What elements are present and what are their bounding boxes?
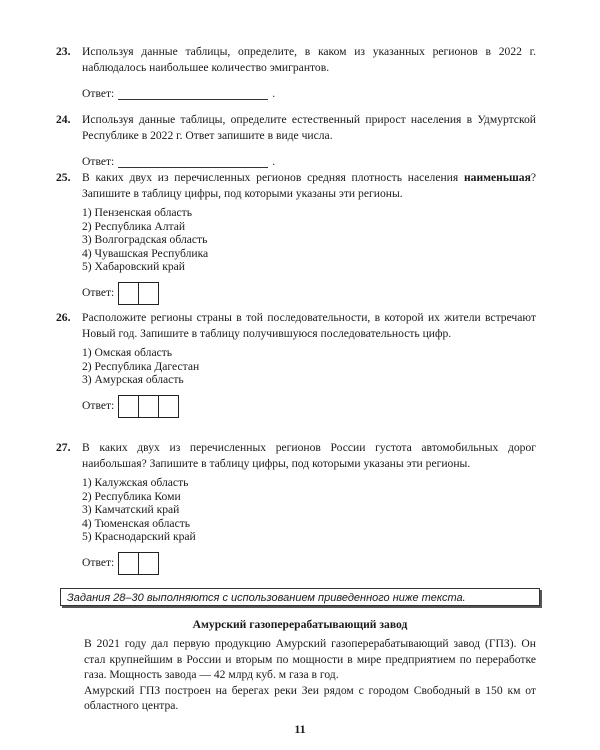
task-text: В каких двух из перечисленных регионов России густота автомобильных дорог наибольшая? Запишите в таблицу цифры, под которыми указаны эти регионы. <box>82 441 536 470</box>
answer-label: Ответ: <box>82 155 115 168</box>
answer-label: Ответ: <box>82 286 115 299</box>
answer-cells <box>118 552 159 575</box>
answer-period: . <box>272 155 276 168</box>
task-number: 27. <box>56 441 71 454</box>
task-number: 24. <box>56 113 71 126</box>
task-text: Расположите регионы страны в той последовательности, в которой их жители встречают Новый год. Запишите в таблицу получившуюся последовательность цифр. <box>82 311 536 340</box>
answer-cell[interactable] <box>138 552 159 575</box>
answer-blank-field[interactable] <box>118 87 268 100</box>
instructions-banner: Задания 28–30 выполняются с использованием приведенного ниже текста. <box>60 588 540 606</box>
option-item: 1) Омская область <box>82 346 173 359</box>
answer-row <box>82 86 536 102</box>
answer-cell[interactable] <box>118 282 139 305</box>
answer-label: Ответ: <box>82 399 115 412</box>
passage-paragraph: В 2021 году дал первую продукцию Амурский газоперерабатывающий завод (ГПЗ). Он стал крупнейшим в России и вторым по мощности в мире предприятием по переработке газа. Мощность завода — 42 млрд куб. м газа в год. <box>84 637 536 681</box>
task-text-part: ? Запишите в таблицу цифры, под которыми указаны эти регионы. <box>82 171 536 200</box>
answer-blank-field[interactable] <box>118 155 268 168</box>
task-text: Используя данные таблицы, определите, в каком из указанных регионов в 2022 г. наблюдалось наибольшее количество эмигрантов. <box>82 45 536 74</box>
answer-cell[interactable] <box>118 552 139 575</box>
option-item: 1) Пензенская область <box>82 206 193 219</box>
answer-row <box>82 282 536 305</box>
option-item: 1) Калужская область <box>82 476 189 489</box>
answer-row <box>82 552 536 575</box>
task-27 <box>56 440 536 575</box>
answer-cell[interactable] <box>138 282 159 305</box>
answer-cell[interactable] <box>158 395 179 418</box>
options-list <box>82 346 536 387</box>
task-24 <box>56 112 536 170</box>
answer-row <box>82 395 536 418</box>
option-item: 4) Чувашская Республика <box>82 246 209 260</box>
option-item: 4) Тюменская область <box>82 516 191 530</box>
task-number: 23. <box>56 45 71 58</box>
option-item: 2) Республика Коми <box>82 489 181 503</box>
task-number: 25. <box>56 171 71 184</box>
option-item: 2) Республика Дагестан <box>82 359 200 373</box>
task-text: Используя данные таблицы, определите естественный прирост населения в Удмуртской Республике в 2022 г. Ответ запишите в виде числа. <box>82 113 536 142</box>
task-number: 26. <box>56 311 71 324</box>
answer-cells <box>118 395 179 418</box>
answer-label: Ответ: <box>82 556 115 569</box>
page-number: 11 <box>294 722 306 736</box>
task-text-part: В каких двух из перечисленных регионов средняя плотность населения <box>82 171 459 184</box>
section-title: Амурский газоперерабатывающий завод <box>192 618 408 631</box>
task-text <box>82 170 536 202</box>
option-item: 2) Республика Алтай <box>82 219 186 233</box>
option-item: 3) Амурская область <box>82 373 184 386</box>
option-item: 5) Краснодарский край <box>82 530 196 543</box>
task-25 <box>56 170 536 305</box>
answer-label: Ответ: <box>82 87 115 100</box>
task-26 <box>56 310 536 418</box>
answer-row <box>82 154 536 170</box>
options-list <box>82 206 536 274</box>
option-item: 3) Камчатский край <box>82 503 180 516</box>
reading-passage <box>84 636 536 714</box>
option-item: 3) Волгоградская область <box>82 233 208 246</box>
options-list <box>82 476 536 544</box>
answer-cell[interactable] <box>138 395 159 418</box>
answer-cell[interactable] <box>118 395 139 418</box>
answer-cells <box>118 282 159 305</box>
task-23 <box>56 44 536 102</box>
option-item: 5) Хабаровский край <box>82 260 185 273</box>
passage-paragraph: Амурский ГПЗ построен на берегах реки Зеи рядом с городом Свободный в 150 км от областного центра. <box>84 683 536 712</box>
task-text-emphasis: наименьшая <box>463 171 531 184</box>
answer-period: . <box>272 87 276 100</box>
